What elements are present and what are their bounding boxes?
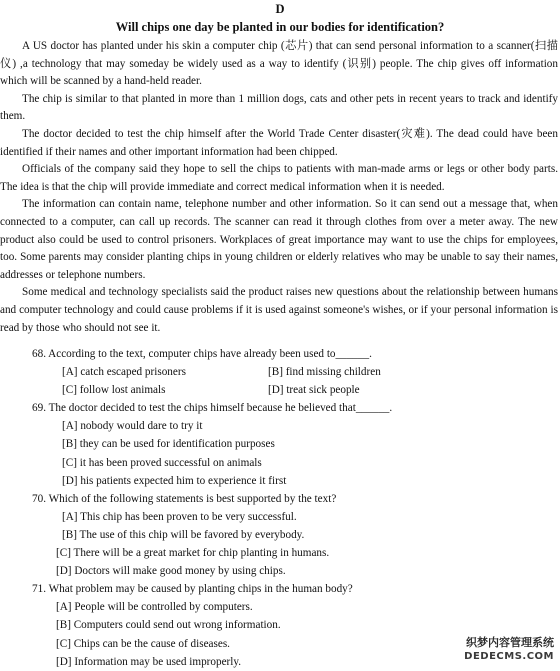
question-stem: 68. According to the text, computer chips have already been used to______.	[32, 348, 372, 360]
option-a: [A] People will be controlled by computers.	[56, 601, 253, 614]
question-stem: 71. What problem may be caused by planting chips in the human body?	[32, 583, 353, 596]
question-stem: 69. The doctor decided to test the chips himself because he believed that______.	[32, 402, 393, 415]
question-69	[0, 399, 558, 489]
option-a: [A] This chip has been proven to be very successful.	[62, 510, 297, 523]
option-c: [C] Chips can be the cause of diseases.	[56, 637, 230, 650]
option-row	[0, 381, 558, 399]
option-c: [C] follow lost animals	[62, 384, 166, 397]
question-list	[0, 345, 558, 671]
paragraph: Some medical and technology specialists said the product raises new questions about the relationship between humans and computer technology and could cause problems if it is used against someone's wishes, or if your personal information is read by those who should not see it.	[0, 286, 558, 334]
question-68	[0, 345, 558, 399]
option-c: [C] There will be a great market for chip planting in humans.	[56, 547, 330, 560]
option-d: [D] his patients expected him to experience it first	[62, 474, 287, 487]
option-b: [B] they can be used for identification purposes	[62, 438, 275, 451]
option-b: [B] find missing children	[268, 366, 381, 379]
paragraph: The doctor decided to test the chip himself after the World Trade Center disaster(灾难). The dead could have been identified if their names and other important information had been chipped.	[0, 127, 558, 158]
watermark-line1: 织梦内容管理系统	[466, 636, 554, 649]
option-row	[0, 363, 558, 381]
section-letter: D	[275, 2, 285, 16]
question-70	[0, 490, 558, 580]
paragraph: The chip is similar to that planted in more than 1 million dogs, cats and other pets in recent years to track and identify them.	[0, 92, 558, 123]
paragraph: The information can contain name, telephone number and other information. So it can send out a message that, when connected to a computer, can call up records. The scanner can read it through clothes from over a meter away. The new product also could be used to control prisoners. Workplaces of great importance may want to use the chips for employees, too. Some parents may consider planting chips in young children or elderly relatives who may be unable to say their names, addresses or telephone numbers.	[0, 198, 558, 281]
paragraph: Officials of the company said they hope to sell the chips to patients with man-made arms or legs or other body parts. The idea is that the chip will provide immediate and correct medical information when it is needed.	[0, 163, 558, 193]
option-d: [D] Information may be used improperly.	[56, 655, 242, 668]
watermark-logo	[454, 635, 554, 667]
question-stem: 70. Which of the following statements is best supported by the text?	[32, 492, 337, 505]
option-d: [D] Doctors will make good money by using chips.	[56, 565, 286, 578]
passage-body	[0, 38, 558, 337]
passage-title: Will chips one day be planted in our bodies for identification?	[115, 20, 445, 34]
option-a: [A] catch escaped prisoners	[62, 366, 186, 379]
option-c: [C] it has been proved successful on animals	[62, 456, 262, 469]
paragraph: A US doctor has planted under his skin a computer chip (芯片) that can send personal information to a scanner(扫描仪) ,a technology that may someday be widely used as a way to identify (识别) people. The chip gives off information which will be scanned by a hand-held reader.	[0, 40, 558, 88]
watermark-line2: DEDECMS.COM	[464, 651, 554, 662]
option-b: [B] The use of this chip will be favored by everybody.	[62, 528, 305, 541]
option-b: [B] Computers could send out wrong information.	[56, 619, 281, 632]
option-d: [D] treat sick people	[268, 384, 360, 397]
option-a: [A] nobody would dare to try it	[62, 420, 203, 433]
